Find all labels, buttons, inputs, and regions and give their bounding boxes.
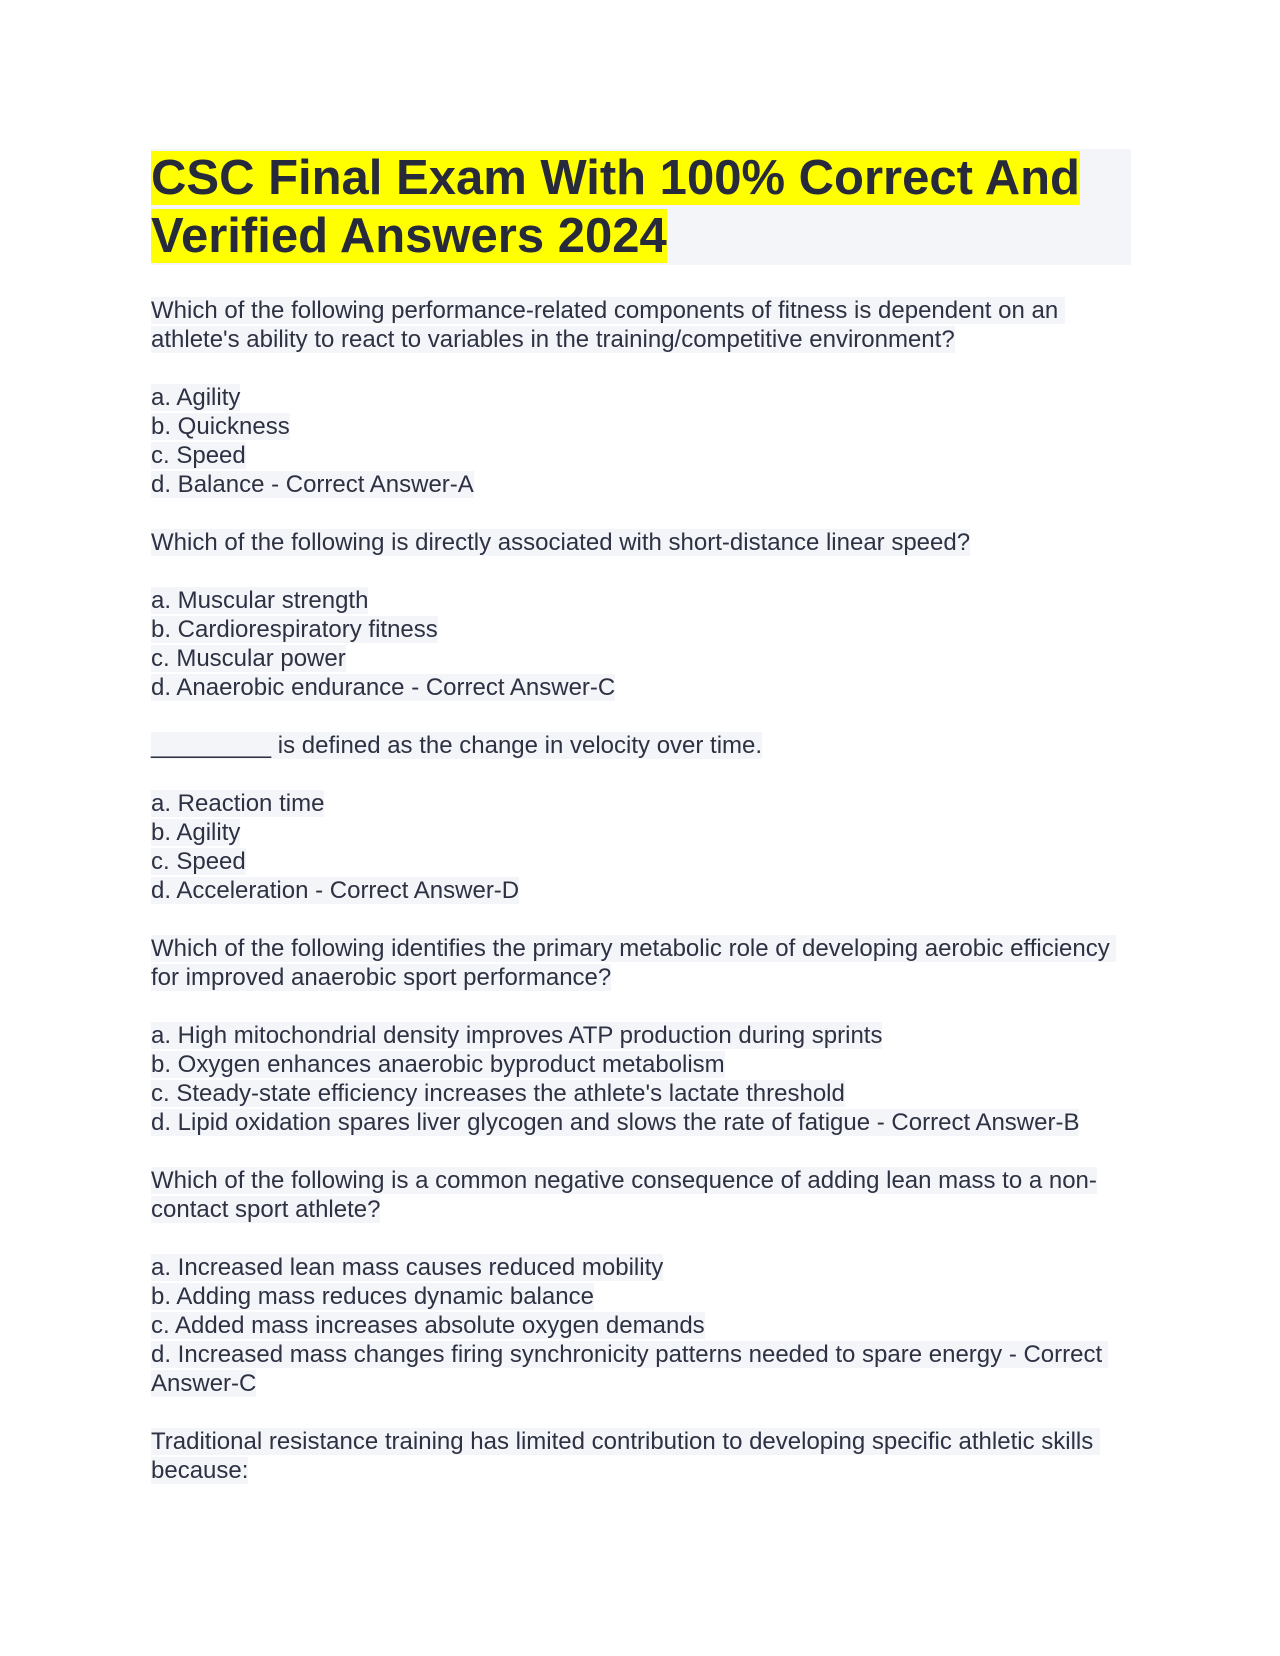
question-text	[151, 1427, 1131, 1485]
answer-option-text: c. Steady-state efficiency increases the athlete's lactate threshold	[151, 1080, 845, 1107]
spacer	[151, 1224, 1131, 1253]
question-text	[151, 528, 1131, 557]
question-text-span: Which of the following identifies the primary metabolic role of developing aerobic efficiency for improved anaerobic sport performance?	[151, 935, 1117, 991]
spacer	[151, 354, 1131, 383]
answer-option	[151, 818, 1131, 847]
answer-option	[151, 615, 1131, 644]
answer-option-text: d. Increased mass changes firing synchronicity patterns needed to spare energy - Correct Answer-C	[151, 1341, 1108, 1397]
question-text	[151, 296, 1131, 354]
answer-option	[151, 1079, 1131, 1108]
answer-option-text: a. Muscular strength	[151, 587, 369, 614]
answer-option	[151, 1253, 1131, 1282]
answer-option-text: b. Adding mass reduces dynamic balance	[151, 1283, 594, 1310]
question-block	[151, 1166, 1131, 1398]
question-block	[151, 731, 1131, 905]
answer-option-text: d. Balance - Correct Answer-A	[151, 471, 474, 498]
question-block	[151, 934, 1131, 1137]
answer-option-text: c. Added mass increases absolute oxygen demands	[151, 1312, 705, 1339]
question-block	[151, 1427, 1131, 1485]
answer-option	[151, 1340, 1131, 1398]
answer-option-text: b. Quickness	[151, 413, 290, 440]
question-text	[151, 731, 1131, 760]
title-block	[151, 149, 1131, 265]
spacer	[151, 557, 1131, 586]
answer-option	[151, 470, 1131, 499]
question-text	[151, 934, 1131, 992]
spacer	[151, 702, 1131, 731]
question-text-span: Traditional resistance training has limited contribution to developing specific athletic skills because:	[151, 1428, 1100, 1484]
answer-option-text: b. Cardiorespiratory fitness	[151, 616, 438, 643]
answer-option	[151, 644, 1131, 673]
answer-option-text: a. Agility	[151, 384, 241, 411]
answer-option-text: a. High mitochondrial density improves ATP production during sprints	[151, 1022, 883, 1049]
answer-option-text: d. Anaerobic endurance - Correct Answer-C	[151, 674, 616, 701]
question-block	[151, 528, 1131, 702]
spacer	[151, 992, 1131, 1021]
answer-option-text: d. Acceleration - Correct Answer-D	[151, 877, 520, 904]
answer-option-text: c. Speed	[151, 442, 246, 469]
question-text-span: Which of the following performance-related components of fitness is dependent on an athlete's ability to react to variables in the training/competitive environment?	[151, 297, 1065, 353]
answer-option	[151, 847, 1131, 876]
answer-option-text: a. Reaction time	[151, 790, 325, 817]
spacer	[151, 760, 1131, 789]
question-text-span: _________ is defined as the change in velocity over time.	[151, 732, 763, 759]
answer-option	[151, 1311, 1131, 1340]
answer-option	[151, 1282, 1131, 1311]
answer-option-text: a. Increased lean mass causes reduced mobility	[151, 1254, 664, 1281]
spacer	[151, 499, 1131, 528]
answer-option-text: d. Lipid oxidation spares liver glycogen and slows the rate of fatigue - Correct Answer-B	[151, 1109, 1080, 1136]
spacer	[151, 1398, 1131, 1427]
answer-option-text: c. Speed	[151, 848, 246, 875]
answer-option	[151, 383, 1131, 412]
answer-option-text: b. Oxygen enhances anaerobic byproduct metabolism	[151, 1051, 725, 1078]
spacer	[151, 1137, 1131, 1166]
answer-option	[151, 789, 1131, 818]
answer-option	[151, 1021, 1131, 1050]
question-text-span: Which of the following is a common negative consequence of adding lean mass to a non-contact sport athlete?	[151, 1167, 1097, 1223]
answer-option	[151, 876, 1131, 905]
answer-option	[151, 1050, 1131, 1079]
answer-option	[151, 441, 1131, 470]
question-text-span: Which of the following is directly associated with short-distance linear speed?	[151, 529, 971, 556]
answer-option	[151, 1108, 1131, 1137]
answer-option	[151, 412, 1131, 441]
answer-option	[151, 586, 1131, 615]
document-content	[151, 149, 1131, 1485]
answer-option	[151, 673, 1131, 702]
question-block	[151, 296, 1131, 499]
question-text	[151, 1166, 1131, 1224]
spacer	[151, 905, 1131, 934]
question-list	[151, 296, 1131, 1485]
answer-option-text: b. Agility	[151, 819, 241, 846]
document-title	[151, 149, 1131, 265]
title-highlight: CSC Final Exam With 100% Correct And Verified Answers 2024	[151, 151, 1080, 263]
answer-option-text: c. Muscular power	[151, 645, 346, 672]
